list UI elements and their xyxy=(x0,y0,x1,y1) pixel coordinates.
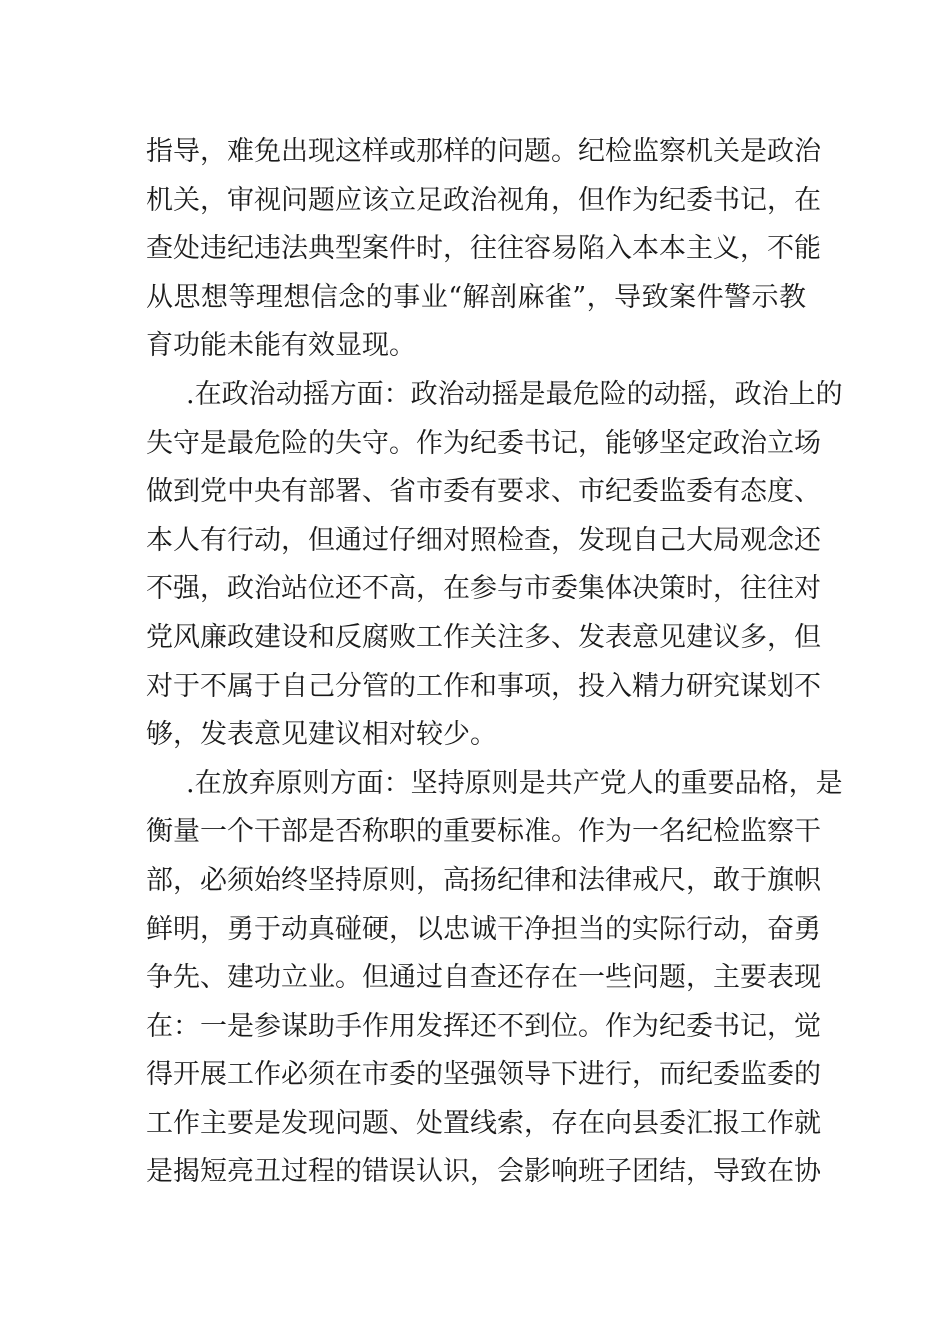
text-line: 得开展工作必须在市委的坚强领导下进行，而纪委监委的 xyxy=(146,1059,821,1091)
text-line: 机关，审视问题应该立足政治视角，但作为纪委书记，在 xyxy=(146,184,821,216)
text-line: 争先、建功立业。但通过自查还存在一些问题，主要表现 xyxy=(146,962,821,994)
text-line: 在：一是参谋助手作用发挥还不到位。作为纪委书记，觉 xyxy=(146,1010,821,1042)
text-line: .在放弃原则方面：坚持原则是共产党人的重要品格，是 xyxy=(186,767,843,799)
text-line: 育功能未能有效显现。 xyxy=(146,330,416,362)
text-line: 够，发表意见建议相对较少。 xyxy=(146,719,497,751)
text-line: 不强，政治站位还不高，在参与市委集体决策时，往往对 xyxy=(146,573,821,605)
text-line: 本人有行动，但通过仔细对照检查，发现自己大局观念还 xyxy=(146,524,821,556)
text-line: 衡量一个干部是否称职的重要标准。作为一名纪检监察干 xyxy=(146,816,821,848)
text-line: 部，必须始终坚持原则，高扬纪律和法律戒尺，敢于旗帜 xyxy=(146,864,821,896)
text-line: 对于不属于自己分管的工作和事项，投入精力研究谋划不 xyxy=(146,670,821,702)
text-line: 从思想等理想信念的事业“解剖麻雀”，导致案件警示教 xyxy=(146,281,806,313)
text-line: 做到党中央有部署、省市委有要求、市纪委监委有态度、 xyxy=(146,476,821,508)
paragraph-3 xyxy=(146,760,843,1197)
text-line: 党风廉政建设和反腐败工作关注多、发表意见建议多，但 xyxy=(146,621,821,653)
paragraph-1 xyxy=(146,128,821,371)
text-line: 指导，难免出现这样或那样的问题。纪检监察机关是政治 xyxy=(146,136,821,167)
text-line: 鲜明，勇于动真碰硬，以忠诚干净担当的实际行动，奋勇 xyxy=(146,913,821,945)
paragraph-2 xyxy=(146,371,843,760)
text-line: 查处违纪违法典型案件时，往往容易陷入本本主义，不能 xyxy=(146,233,821,265)
text-line: .在政治动摇方面：政治动摇是最危险的动摇，政治上的 xyxy=(186,378,843,410)
text-line: 失守是最危险的失守。作为纪委书记，能够坚定政治立场 xyxy=(146,427,821,459)
document-body xyxy=(146,128,843,1197)
text-line: 是揭短亮丑过程的错误认识，会影响班子团结，导致在协 xyxy=(146,1156,821,1188)
text-line: 工作主要是发现问题、处置线索，存在向县委汇报工作就 xyxy=(146,1107,821,1139)
